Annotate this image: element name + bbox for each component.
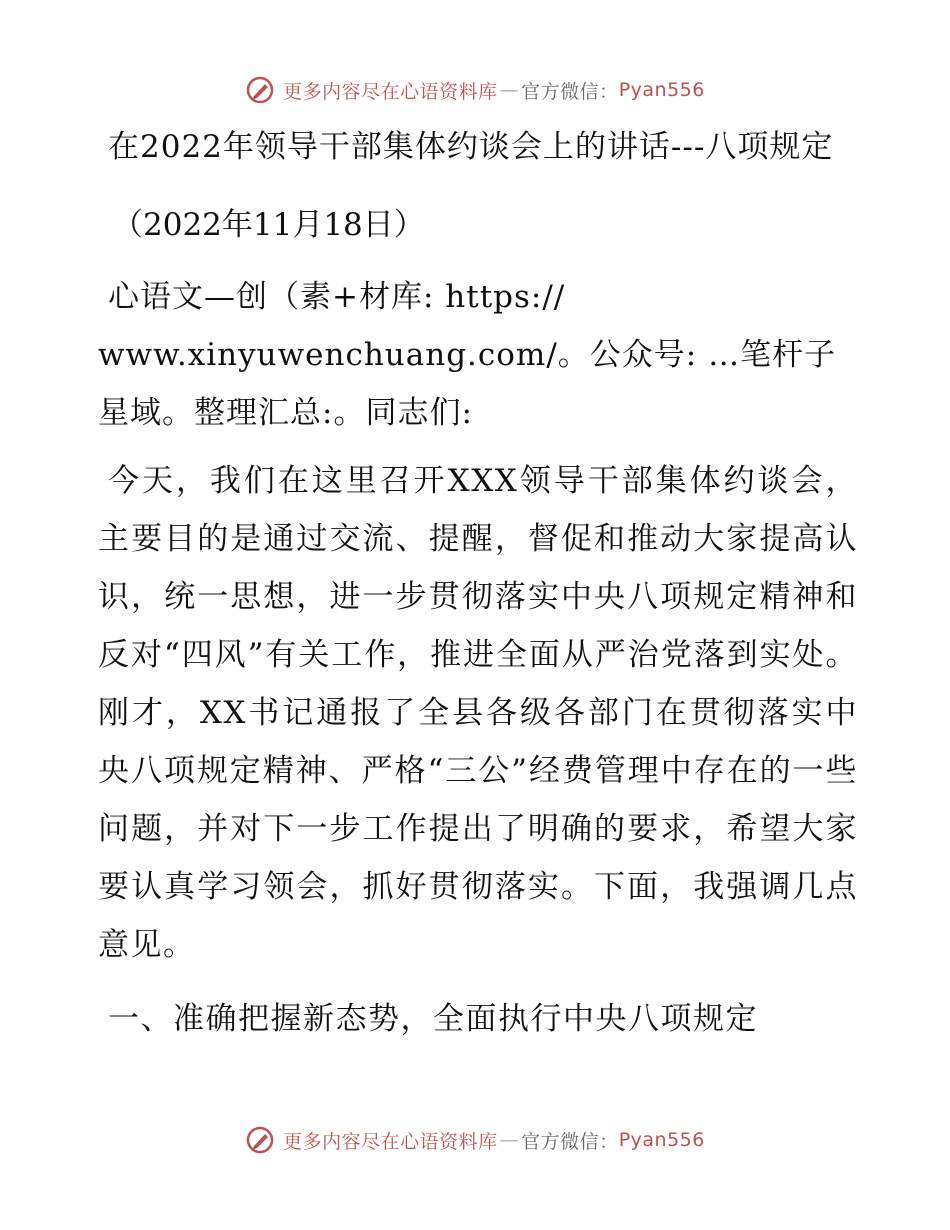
header-watermark-banner — [0, 70, 950, 110]
banner-wechat-label: 官方微信： — [521, 1130, 619, 1153]
document-body — [98, 120, 858, 1048]
banner-text: 更多内容尽在心语资料库 — [283, 80, 498, 103]
intro-text: 心语文—创（素+材库: https:// www.xinyuwenchuang.com/。公众号: …笔杆子星域。整理汇总:。同志们: — [98, 279, 837, 431]
footer-watermark-banner — [0, 1120, 950, 1160]
banner-wechat-label: 官方微信： — [521, 80, 619, 103]
document-title: 在2022年领导干部集体约谈会上的讲话---八项规定 — [108, 129, 834, 165]
banner-separator: — — [499, 1129, 520, 1151]
intro-paragraph — [98, 268, 858, 442]
pen-logo-icon — [245, 1125, 275, 1155]
document-date: （2022年11月18日） — [112, 207, 425, 243]
banner-text: 更多内容尽在心语资料库 — [283, 1130, 498, 1153]
body-paragraph — [98, 452, 858, 974]
pen-logo-icon — [245, 75, 275, 105]
banner-wechat-id: Pyan556 — [618, 79, 705, 101]
paragraph-text: 今天，我们在这里召开XXX领导干部集体约谈会，主要目的是通过交流、提醒，督促和推动大家提高认识，统一思想，进一步贯彻落实中央八项规定精神和反对“四风”有关工作，推进全面从严治党落到实处。刚才，XX书记通报了全县各级各部门在贯彻落实中央八项规定精神、严格“三公”经费管理中存在的一些问题，并对下一步工作提出了明确的要求，希望大家要认真学习领会，抓好贯彻落实。下面，我强调几点意见。 — [98, 463, 858, 963]
section-heading: 一、准确把握新态势，全面执行中央八项规定 — [108, 1001, 758, 1037]
banner-wechat-id: Pyan556 — [618, 1129, 705, 1151]
banner-separator: — — [499, 79, 520, 101]
